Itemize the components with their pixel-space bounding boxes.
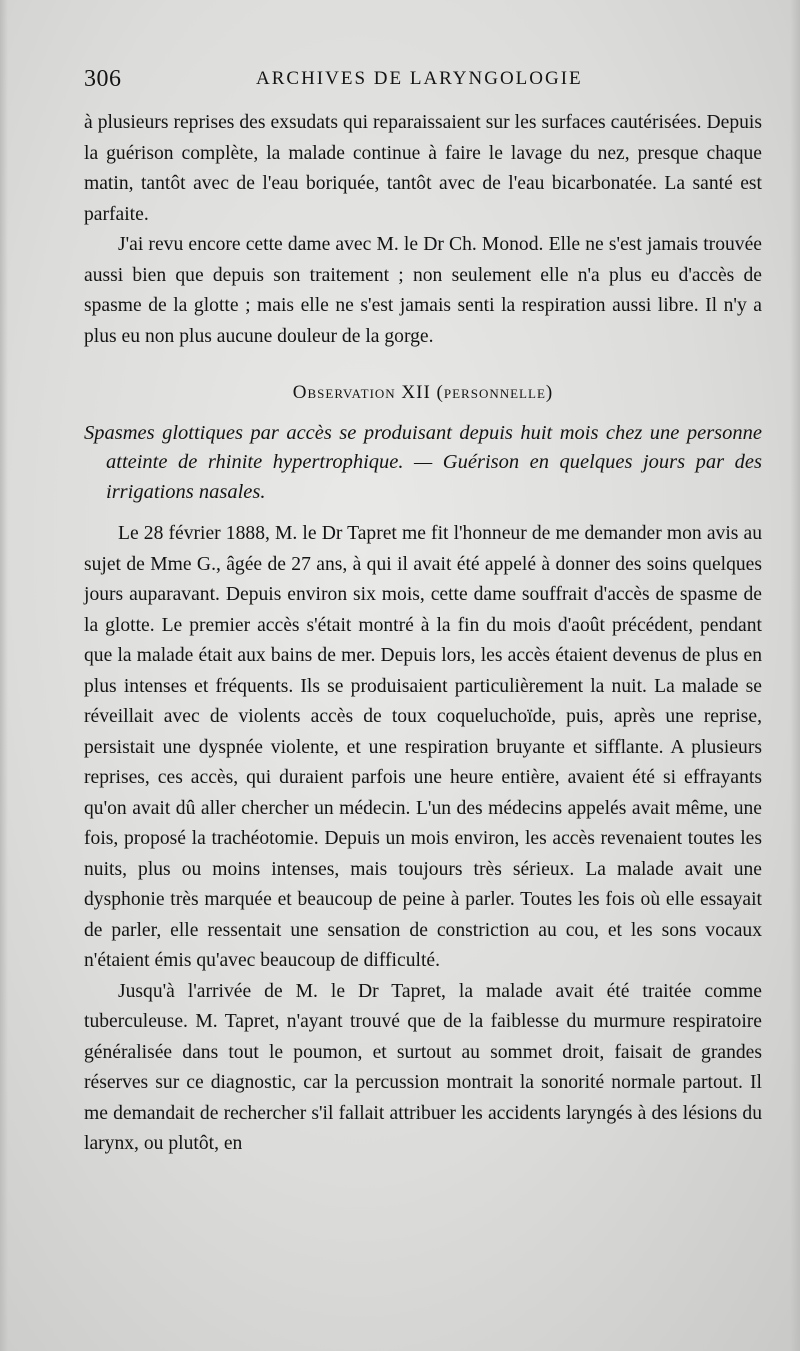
running-title: ARCHIVES DE LARYNGOLOGIE [256, 68, 583, 89]
paragraph-revisit: J'ai revu encore cette dame avec M. le Dr Ch. Monod. Elle ne s'est jamais trouvée aussi bien que depuis son traitement ; non seulement elle n'a plus eu d'accès de spasme de la glotte ; mais elle ne s'est jamais senti la respiration aussi libre. Il n'y a plus eu non plus aucune douleur de la gorge. [84, 234, 762, 347]
case-text [84, 519, 762, 1160]
observation-title: Spasmes glottiques par accès se produisant depuis huit mois chez une personne atteinte de rhinite hypertrophique. — Guérison en quelques jours par des irrigations nasales. [84, 421, 762, 503]
observation-heading: Observation XII (personnelle) [292, 382, 554, 403]
page-edge-left [0, 0, 8, 1351]
page-edge-right [790, 0, 800, 1351]
case-paragraph-1: Le 28 février 1888, M. le Dr Tapret me fit l'honneur de me demander mon avis au sujet de Mme G., âgée de 27 ans, à qui il avait été appelé à donner des soins quelques jours auparavant. Depuis environ six mois, cette dame souffrait d'accès de spasme de la glotte. Le premier accès s'était montré à la fin du mois d'août précédent, pendant que la malade était aux bains de mer. Depuis lors, les accès étaient devenus de plus en plus intenses et fréquents. Ils se produisaient particulièrement la nuit. La malade se réveillait avec de violents accès de toux coqueluchoïde, puis, après une reprise, persistait une dyspnée violente, et une respiration bruyante et sifflante. A plusieurs reprises, ces accès, qui duraient parfois une heure entière, avaient été si effrayants qu'on avait dû aller chercher un médecin. L'un des médecins appelés avait même, une fois, proposé la trachéotomie. Depuis un mois environ, les accès revenaient toutes les nuits, plus ou moins intenses, mais toujours très sérieux. La malade avait une dysphonie très marquée et beaucoup de peine à parler. Toutes les fois où elle essayait de parler, elle ressentait une sensation de constriction au cou, et les sons vocaux n'étaient émis qu'avec beaucoup de difficulté. [84, 523, 762, 971]
page-header [84, 66, 764, 96]
continued-paragraph: à plusieurs reprises des exsudats qui reparaissaient sur les surfaces cautérisées. Depuis la guérison complète, la malade continue à faire le lavage du nez, presque chaque matin, tantôt avec de l'eau boriquée, tantôt avec de l'eau bicarbonatée. La santé est parfaite. [84, 112, 762, 225]
page-body [84, 108, 762, 1160]
case-paragraph-2: Jusqu'à l'arrivée de M. le Dr Tapret, la malade avait été traitée comme tuberculeuse. M. Tapret, n'ayant trouvé que de la faiblesse du murmure respiratoire généralisée dans tout le poumon, et surtout au sommet droit, faisait de grandes réserves sur ce diagnostic, car la percussion montrait la sonorité normale partout. Il me demandait de rechercher s'il fallait attribuer les accidents laryngés à des lésions du larynx, ou plutôt, en [84, 980, 762, 1154]
page-number: 306 [84, 66, 122, 92]
